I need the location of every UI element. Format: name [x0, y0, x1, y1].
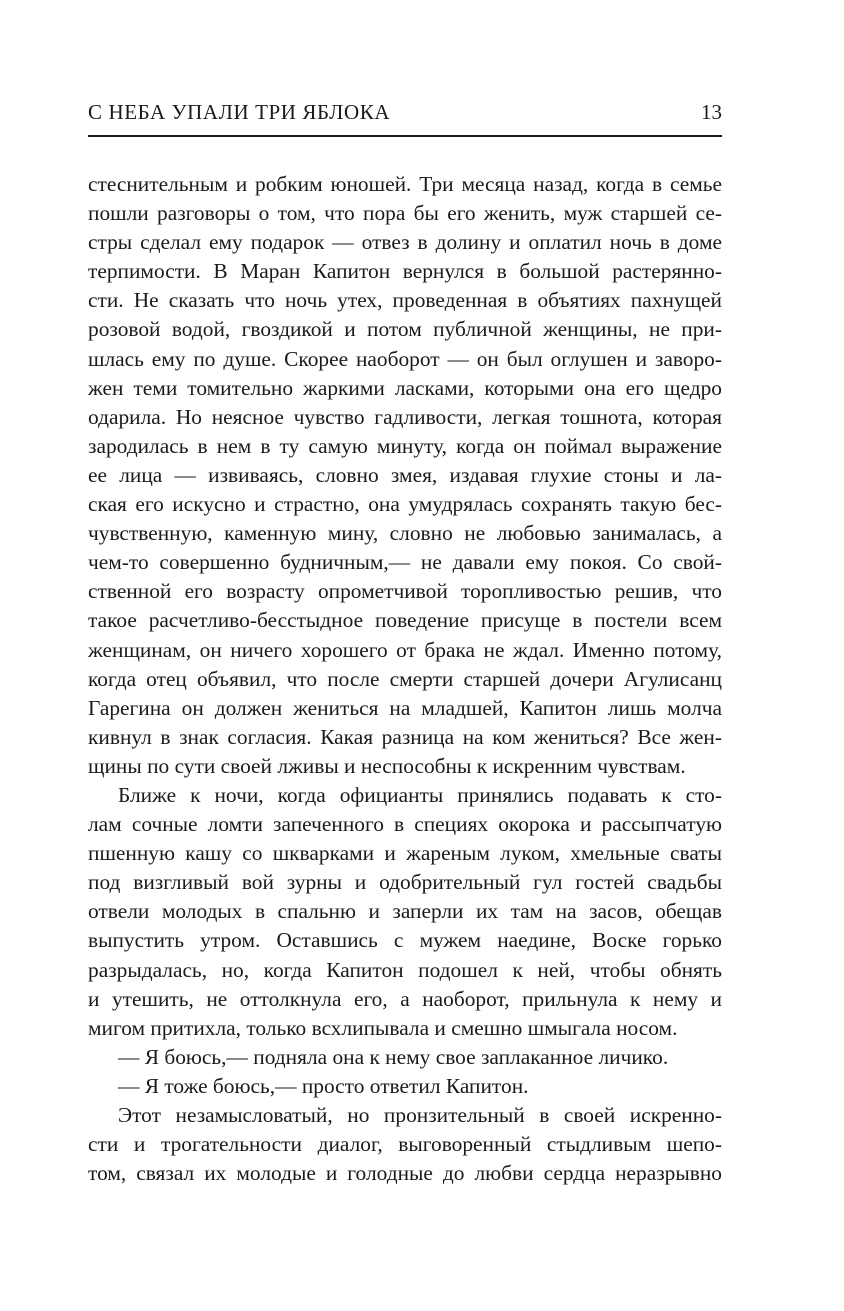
- text-line: женщинам, он ничего хорошего от брака не ждал. Именно потому,: [88, 637, 722, 662]
- text-line: том, связал их молодые и голодные до любви сердца неразрывно: [88, 1161, 722, 1186]
- text-line: стры сделал ему подарок — отвез в долину и оплатил ночь в доме: [88, 230, 722, 255]
- text-line: мигом притихла, только всхлипывала и смешно шмыгала носом.: [88, 1015, 678, 1040]
- running-title: С НЕБА УПАЛИ ТРИ ЯБЛОКА: [88, 100, 391, 124]
- text-line: одарила. Но неясное чувство гадливости, легкая тошнота, которая: [88, 404, 722, 429]
- text-line: выпустить утром. Оставшись с мужем наедине, Воске горько: [88, 928, 722, 953]
- text-line: зародилась в нем в ту самую минуту, когда он поймал выражение: [88, 433, 722, 458]
- text-line: пошли разговоры о том, что пора бы его женить, муж старшей се-: [88, 201, 722, 226]
- book-page: [88, 0, 722, 1311]
- text-line: жен теми томительно жаркими ласками, которыми она его щедро: [88, 375, 722, 400]
- text-line: розовой водой, гвоздикой и потом публичной женщины, не при-: [88, 317, 722, 342]
- text-line: сти и трогательности диалог, выговоренный стыдливым шепо-: [88, 1132, 722, 1157]
- paragraph: [88, 1072, 722, 1101]
- text-line: Гарегина он должен жениться на младшей, Капитон лишь молча: [88, 695, 722, 720]
- body-text: [88, 170, 722, 1188]
- text-line: — Я боюсь,— подняла она к нему свое заплаканное личико.: [118, 1044, 669, 1069]
- header-rule: [88, 135, 722, 137]
- paragraph: [88, 1043, 722, 1072]
- text-line: пшенную кашу со шкварками и жареным луком, хмельные сваты: [88, 841, 722, 866]
- paragraph: [88, 781, 722, 1043]
- text-line: лам сочные ломти запеченного в специях окорока и рассыпчатую: [88, 812, 722, 837]
- text-line: кивнул в знак согласия. Какая разница на ком жениться? Все жен-: [88, 724, 722, 749]
- text-line: ее лица — извиваясь, словно змея, издавая глухие стоны и ла-: [88, 462, 722, 487]
- text-line: терпимости. В Маран Капитон вернулся в большой растерянно-: [88, 259, 722, 284]
- running-header: [88, 100, 722, 130]
- text-line: сти. Не сказать что ночь утех, проведенная в объятиях пахнущей: [88, 288, 722, 313]
- text-line: такое расчетливо-бесстыдное поведение присуще в постели всем: [88, 608, 722, 633]
- text-line: когда отец объявил, что после смерти старшей дочери Агулисанц: [88, 666, 722, 691]
- paragraph: [88, 170, 722, 781]
- page-number: 13: [701, 100, 722, 124]
- text-line: разрыдалась, но, когда Капитон подошел к ней, чтобы обнять: [88, 957, 722, 982]
- text-line: Ближе к ночи, когда официанты принялись подавать к сто-: [118, 782, 722, 807]
- paragraph: [88, 1101, 722, 1188]
- text-line: чем-то совершенно будничным,— не давали ему покоя. Со свой-: [88, 550, 722, 575]
- text-line: под визгливый вой зурны и одобрительный гул гостей свадьбы: [88, 870, 722, 895]
- text-line: ская его искусно и страстно, она умудрялась сохранять такую бес-: [88, 492, 722, 517]
- text-line: и утешить, не оттолкнула его, а наоборот, прильнула к нему и: [88, 986, 722, 1011]
- text-line: отвели молодых в спальню и заперли их там на засов, обещав: [88, 899, 722, 924]
- text-line: ственной его возрасту опрометчивой торопливостью решив, что: [88, 579, 722, 604]
- text-line: шлась ему по душе. Скорее наоборот — он был оглушен и заворо-: [88, 346, 722, 371]
- text-line: щины по сути своей лживы и неспособны к искренним чувствам.: [88, 753, 686, 778]
- text-line: стеснительным и робким юношей. Три месяца назад, когда в семье: [88, 172, 722, 196]
- text-line: — Я тоже боюсь,— просто ответил Капитон.: [118, 1073, 529, 1098]
- text-line: Этот незамысловатый, но пронзительный в своей искренно-: [118, 1103, 722, 1127]
- text-line: чувственную, каменную мину, словно не любовью занималась, а: [88, 521, 722, 546]
